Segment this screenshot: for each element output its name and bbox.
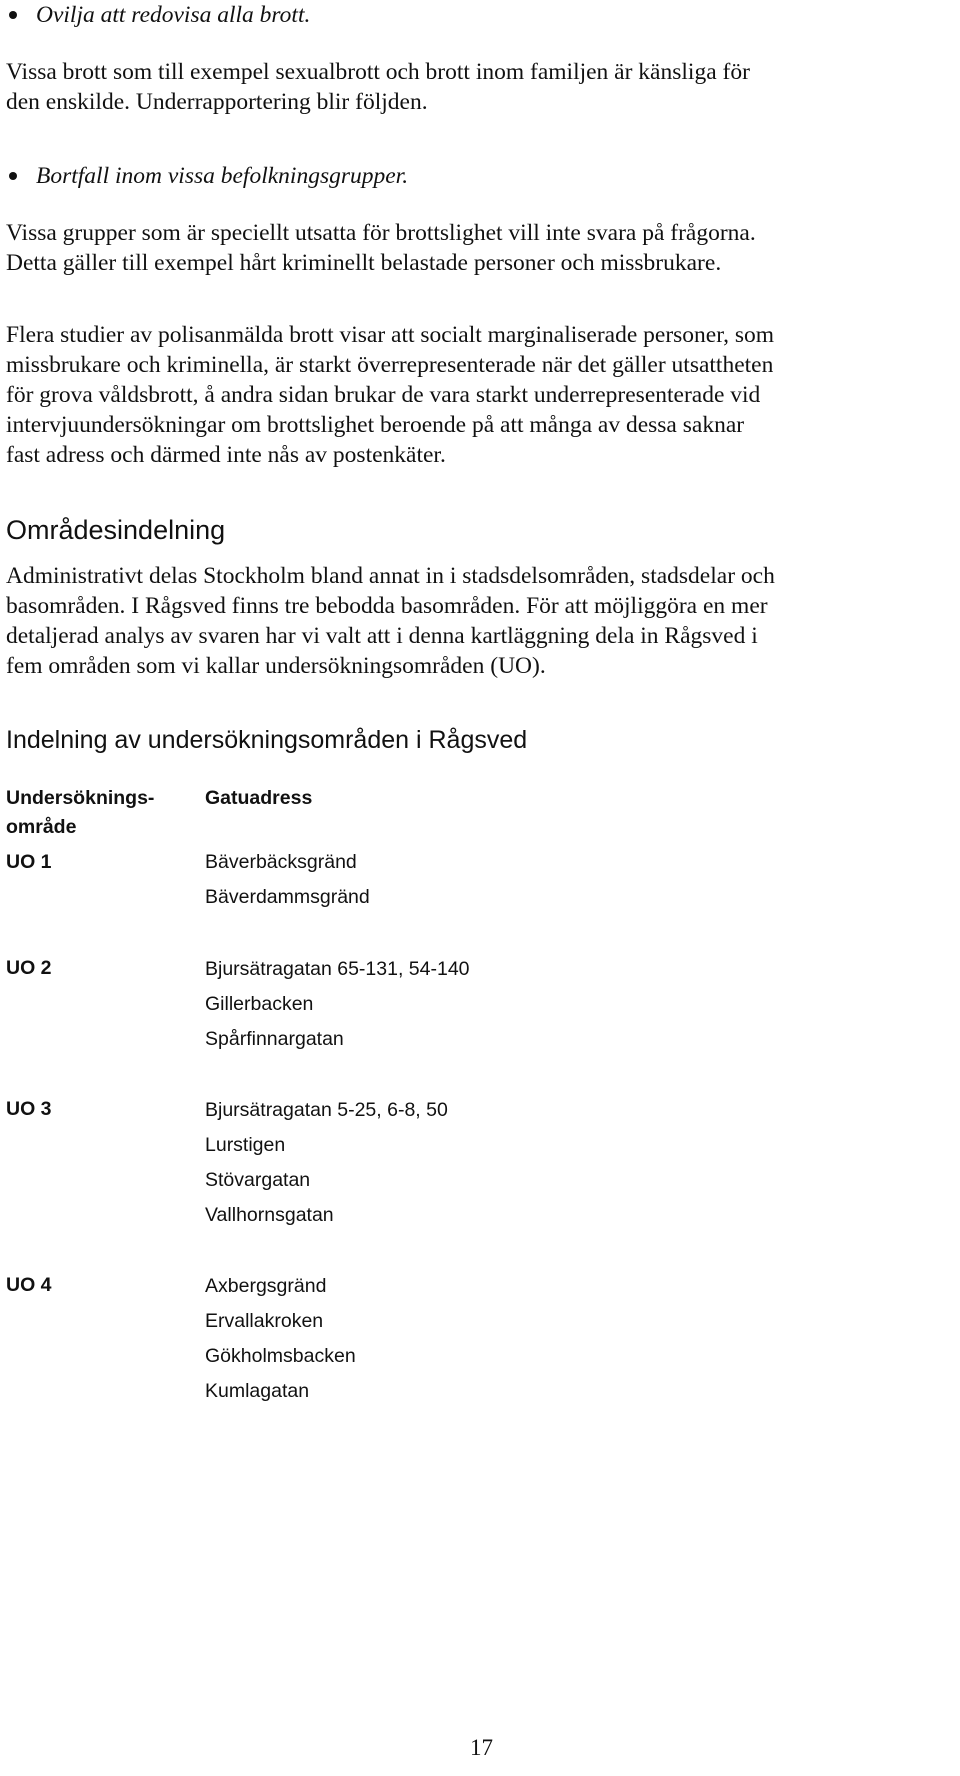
address-item: Stövargatan bbox=[205, 1169, 311, 1191]
address-item: Bjursätragatan 5-25, 6-8, 50 bbox=[205, 1099, 448, 1121]
paragraph-line: fast adress och därmed inte nås av postenkäter. bbox=[6, 442, 446, 468]
address-item: Spårfinnargatan bbox=[205, 1028, 344, 1050]
address-item: Gökholmsbacken bbox=[205, 1345, 356, 1367]
bullet-icon bbox=[9, 11, 17, 19]
address-item: Axbergsgränd bbox=[205, 1275, 327, 1297]
paragraph-line: missbrukare och kriminella, är starkt överrepresenterade när det gäller utsattheten bbox=[6, 352, 774, 378]
bullet-item-1: Ovilja att redovisa alla brott. bbox=[36, 2, 311, 28]
paragraph-area-division bbox=[6, 561, 956, 681]
table-header-area-cont: område bbox=[6, 816, 77, 838]
address-item: Vallhornsgatan bbox=[205, 1204, 334, 1226]
address-list bbox=[205, 957, 470, 1062]
bullet-item-2: Bortfall inom vissa befolkningsgrupper. bbox=[36, 163, 409, 189]
address-list bbox=[205, 1098, 448, 1238]
address-item: Bäverbäcksgränd bbox=[205, 851, 357, 873]
area-label: UO 1 bbox=[6, 851, 52, 873]
table-title: Indelning av undersökningsområden i Rågsved bbox=[6, 726, 528, 754]
paragraph-line: fem områden som vi kallar undersökningsområden (UO). bbox=[6, 653, 546, 679]
address-item: Bäverdammsgränd bbox=[205, 886, 370, 908]
address-item: Ervallakroken bbox=[205, 1310, 324, 1332]
paragraph-underreporting bbox=[6, 57, 956, 117]
paragraph-dropout-groups bbox=[6, 218, 956, 278]
paragraph-line: basområden. I Rågsved finns tre bebodda basområden. För att möjliggöra en mer bbox=[6, 593, 768, 619]
paragraph-line: intervjuundersökningar om brottslighet beroende på att många av dessa saknar bbox=[6, 412, 745, 438]
paragraph-line: Administrativt delas Stockholm bland annat in i stadsdelsområden, stadsdelar och bbox=[6, 563, 775, 589]
page-number: 17 bbox=[470, 1735, 493, 1760]
paragraph-line: Vissa brott som till exempel sexualbrott och brott inom familjen är känsliga för bbox=[6, 59, 750, 85]
address-list bbox=[205, 850, 370, 920]
bullet-icon bbox=[9, 172, 17, 180]
address-list bbox=[205, 1274, 356, 1414]
address-item: Lurstigen bbox=[205, 1134, 286, 1156]
paragraph-line: Detta gäller till exempel hårt kriminellt belastade personer och missbrukare. bbox=[6, 250, 722, 276]
area-label: UO 2 bbox=[6, 957, 52, 979]
paragraph-line: Flera studier av polisanmälda brott visar att socialt marginaliserade personer, som bbox=[6, 322, 775, 348]
paragraph-line: den enskilde. Underrapportering blir följden. bbox=[6, 89, 428, 115]
paragraph-line: Vissa grupper som är speciellt utsatta för brottslighet vill inte svara på frågorna. bbox=[6, 220, 756, 246]
area-label: UO 4 bbox=[6, 1274, 52, 1296]
address-item: Kumlagatan bbox=[205, 1380, 310, 1402]
paragraph-studies bbox=[6, 320, 956, 470]
address-item: Gillerbacken bbox=[205, 993, 314, 1015]
area-label: UO 3 bbox=[6, 1098, 52, 1120]
table-header-area: Undersöknings- bbox=[6, 787, 155, 809]
section-heading: Områdesindelning bbox=[6, 515, 226, 545]
table-header-address: Gatuadress bbox=[205, 787, 313, 809]
paragraph-line: detaljerad analys av svaren har vi valt att i denna kartläggning dela in Rågsved i bbox=[6, 623, 758, 649]
address-item: Bjursätragatan 65-131, 54-140 bbox=[205, 958, 470, 980]
paragraph-line: för grova våldsbrott, å andra sidan brukar de vara starkt underrepresenterade vid bbox=[6, 382, 761, 408]
